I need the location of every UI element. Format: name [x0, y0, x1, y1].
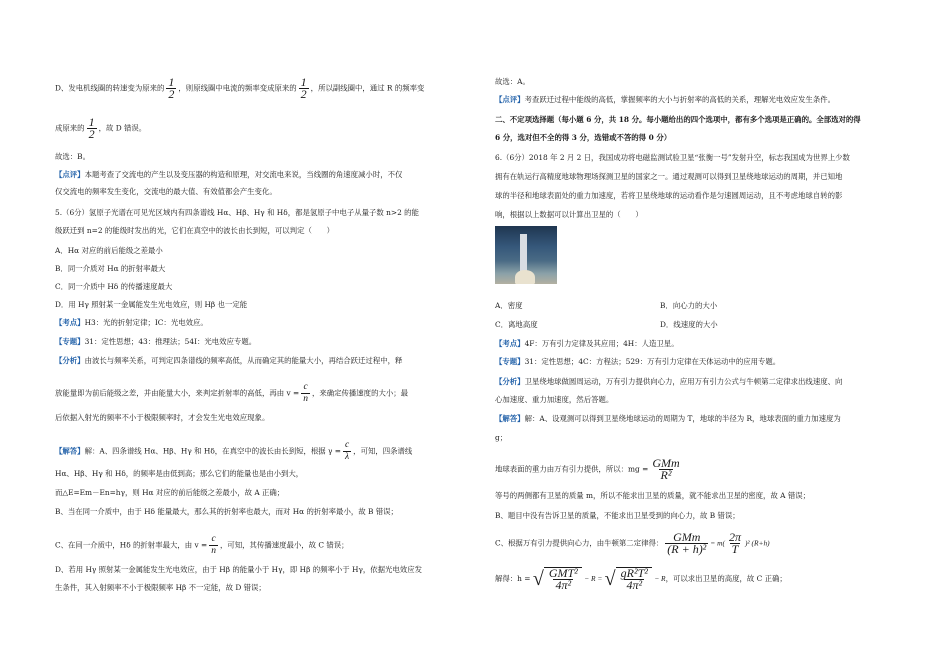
option-d-explanation-cont: 成原来的 $\frac{1}{2}$ ，故 D 错误。 [55, 115, 147, 141]
q6-solution-line: 等号的两侧都有卫星的质量 m，所以不能求出卫星的质量，就不能求出卫星的密度，故 A 错误； [495, 491, 811, 500]
fraction-half: $\frac{1}{2}$ [168, 75, 175, 101]
rocket-plume [515, 270, 535, 284]
q5-solution: 【解答】解：A、四条谱线 Hα、Hβ、Hγ 和 Hδ，在真空中的波长由长到短，根据 γ = $\frac{c}{\lambda}$ ，可知，四条谱线 [55, 440, 413, 462]
q5-solution-line: D、若用 Hγ 照射某一金属能发生光电效应，由于 Hβ 的能量小于 Hγ，即 Hβ 的频率小于 Hγ，依据光电效应发 [55, 565, 422, 574]
q5-knowledge-point: 【考点】H3：光的折射定律；IC：光电效应。 [55, 318, 208, 327]
q5-solution-line: C、在同一介质中，Hδ 的折射率最大，由 v = $\frac{c}{n}$ ，可知，其传播速度最小，故 C 错误； [55, 534, 349, 556]
q5-topic: 【专题】31：定性思想；43：推理法；54I：光电效应专题。 [55, 337, 257, 346]
cube-root-expression: √ $\frac{\text{gR²T²}}{\text{4π²}}$ [605, 567, 652, 591]
q6-option-c: C．离地高度 [495, 320, 538, 329]
question-5-stem-cont: 级跃迁到 n=2 的能级时发出的光，它们在真空中的波长由长到短，可以判定（ ） [55, 226, 335, 235]
comment-q5: 【点评】考查跃迁过程中能级的高低，掌握频率的大小与折射率的高低的关系，理解光电效应发生条件。 [495, 95, 835, 104]
q5-solution-line: B、当在同一介质中，由于 Hδ 能量最大，那么其的折射率也最大，而对 Hα 的折射率最小，故 B 错误； [55, 507, 398, 516]
q6-gravity-equation: 地球表面的重力由万有引力提供，所以：mg = $\frac{\text{GMm}}{\text{R²}}$ [495, 456, 680, 482]
q5-solution-line: 而△E=Em－En=hγ，则 Hα 对应的前后能级之差最小，故 A 正确； [55, 488, 285, 497]
fraction-c-over-n: $\frac{c}{n}$ [211, 534, 216, 556]
q6-knowledge-point: 【考点】4F：万有引力定律及其应用；4H：人造卫星。 [495, 339, 679, 348]
question-6-stem-cont: 球的半径和地球表面处的重力加速度，若将卫星绕地球的运动看作是匀速圆周运动，且不考虑地球自转的影 [495, 191, 843, 200]
q5-analysis-cont2: 后依据入射光的频率不小于极限频率时，才会发生光电效应现象。 [55, 413, 270, 422]
comment-q4-cont: 仅交流电的频率发生变化，交流电的最大值、有效值都会产生变化。 [55, 187, 277, 196]
fraction-2pi-over-t: $\frac{2\pi}{T}$ [728, 530, 741, 556]
q5-solution-line: 生条件，其入射频率不小于极限频率 Hβ 不一定能，故 D 错误； [55, 583, 266, 592]
option-d-explanation: D、发电机线圈的转速变为原来的 $\frac{1}{2}$ ，则原线圈中电流的频率变成原来的 $\frac{1}{2}$ ，所以副线圈中，通过 R 的频率变 [55, 75, 425, 101]
q6-analysis-cont: 心加速度、重力加速度，然后答题。 [495, 395, 614, 404]
q5-analysis-cont: 放能量即为前后能级之差，并由能量大小，来判定折射率的高低，再由 v = $\frac{c}{n}$ ，来确定传播速度的大小；最 [55, 382, 409, 404]
q6-option-d: D．线速度的大小 [660, 320, 718, 329]
q6-option-b: B．向心力的大小 [660, 301, 718, 310]
q6-topic: 【专题】31：定性思想；4C：方程法；529：万有引力定律在天体运动中的应用专题。 [495, 357, 781, 366]
q5-option-d: D．用 Hγ 照射某一金属能发生光电效应，则 Hβ 也一定能 [55, 300, 248, 309]
answer-q4: 故选：B。 [55, 152, 90, 161]
section-heading-cont: 6 分，选对但不全的得 3 分，选错或不答的得 0 分） [495, 133, 672, 142]
section-heading: 二、不定项选择题（每小题 6 分，共 18 分。每小题给出的四个选项中，都有多个选项是正确的。全部选对的得 [495, 115, 861, 124]
fraction-half: $\frac{1}{2}$ [300, 75, 307, 101]
cube-root-expression: √ $\frac{\text{GMT²}}{\text{4π²}}$ [533, 567, 582, 591]
q5-option-a: A．Hα 对应的前后能级之差最小 [55, 246, 163, 255]
q5-solution-line: Hα、Hβ、Hγ 和 Hδ，的频率是由低到高；那么它们的能量也是由小到大， [55, 469, 304, 478]
fraction-half: $\frac{1}{2}$ [88, 115, 95, 141]
q6-solution: 【解答】解：A、设观测可以得到卫星绕地球运动的周期为 T，地球的半径为 R，地球表面的重力加速度为 [495, 414, 841, 423]
comment-q4: 【点评】本题考查了交流电的产生以及变压器的构造和原理，对交流电来说，当线圈的角速度减小时，不仅 [55, 170, 403, 179]
question-5-stem: 5.（6分）氢原子光谱在可见光区域内有四条谱线 Hα、Hβ、Hγ 和 Hδ，都是氢原子中电子从量子数 n>2 的能 [55, 208, 419, 217]
rocket-launch-photo [495, 226, 557, 284]
q6-analysis: 【分析】卫星绕地球做圆周运动，万有引力提供向心力，应用万有引力公式与牛顿第二定律求出线速度、向 [495, 377, 843, 386]
q5-analysis: 【分析】由波长与频率关系，可判定四条谱线的频率高低，从而确定其的能量大小，再结合跃迁过程中，释 [55, 356, 403, 365]
q6-newton-equation: C、根据万有引力提供向心力，由牛顿第二定律得： $\frac{\text{GMm}}{\text{(R + h)²}}$ = m( $\frac{2\pi}{T}$ )² (R+h) [495, 530, 770, 556]
question-6-stem-cont: 响，根据以上数据可以计算出卫星的（ ） [495, 210, 643, 219]
fraction-gmm-over-rh2: $\frac{\text{GMm}}{\text{(R + h)²}}$ [667, 530, 707, 556]
fraction-gmm-over-r2: $\frac{\text{GMm}}{\text{R²}}$ [652, 456, 680, 482]
fraction-c-over-n: $\frac{c}{n}$ [303, 382, 308, 404]
q6-option-a: A．密度 [495, 301, 523, 310]
answer-q5: 故选：A。 [495, 77, 530, 86]
q6-height-solution: 解得：h = √ $\frac{\text{GMT²}}{\text{4π²}}$ − R = √ $\frac{\text{gR²T²}}{\text{4π²}}$ − R，可以求出卫星的高度，故 C 正确； [495, 566, 787, 592]
q5-option-c: C．同一介质中 Hδ 的传播速度最大 [55, 282, 173, 291]
q6-solution-line: g； [495, 433, 508, 442]
question-6-stem-cont: 拥有在轨运行高精度地球物理场探测卫星的国家之一。通过观测可以得到卫星绕地球运动的周期，并已知地 [495, 172, 843, 181]
fraction-c-over-lambda: $\frac{c}{\lambda}$ [344, 440, 350, 462]
question-6-stem: 6.（6分）2018 年 2 月 2 日，我国成功将电磁监测试验卫星“张衡一号”发射升空，标志我国成为世界上少数 [495, 153, 850, 162]
q5-option-b: B．同一介质对 Hα 的折射率最大 [55, 264, 166, 273]
q6-solution-line: B、题目中没有告诉卫星的质量，不能求出卫星受到的向心力，故 B 错误； [495, 511, 740, 520]
